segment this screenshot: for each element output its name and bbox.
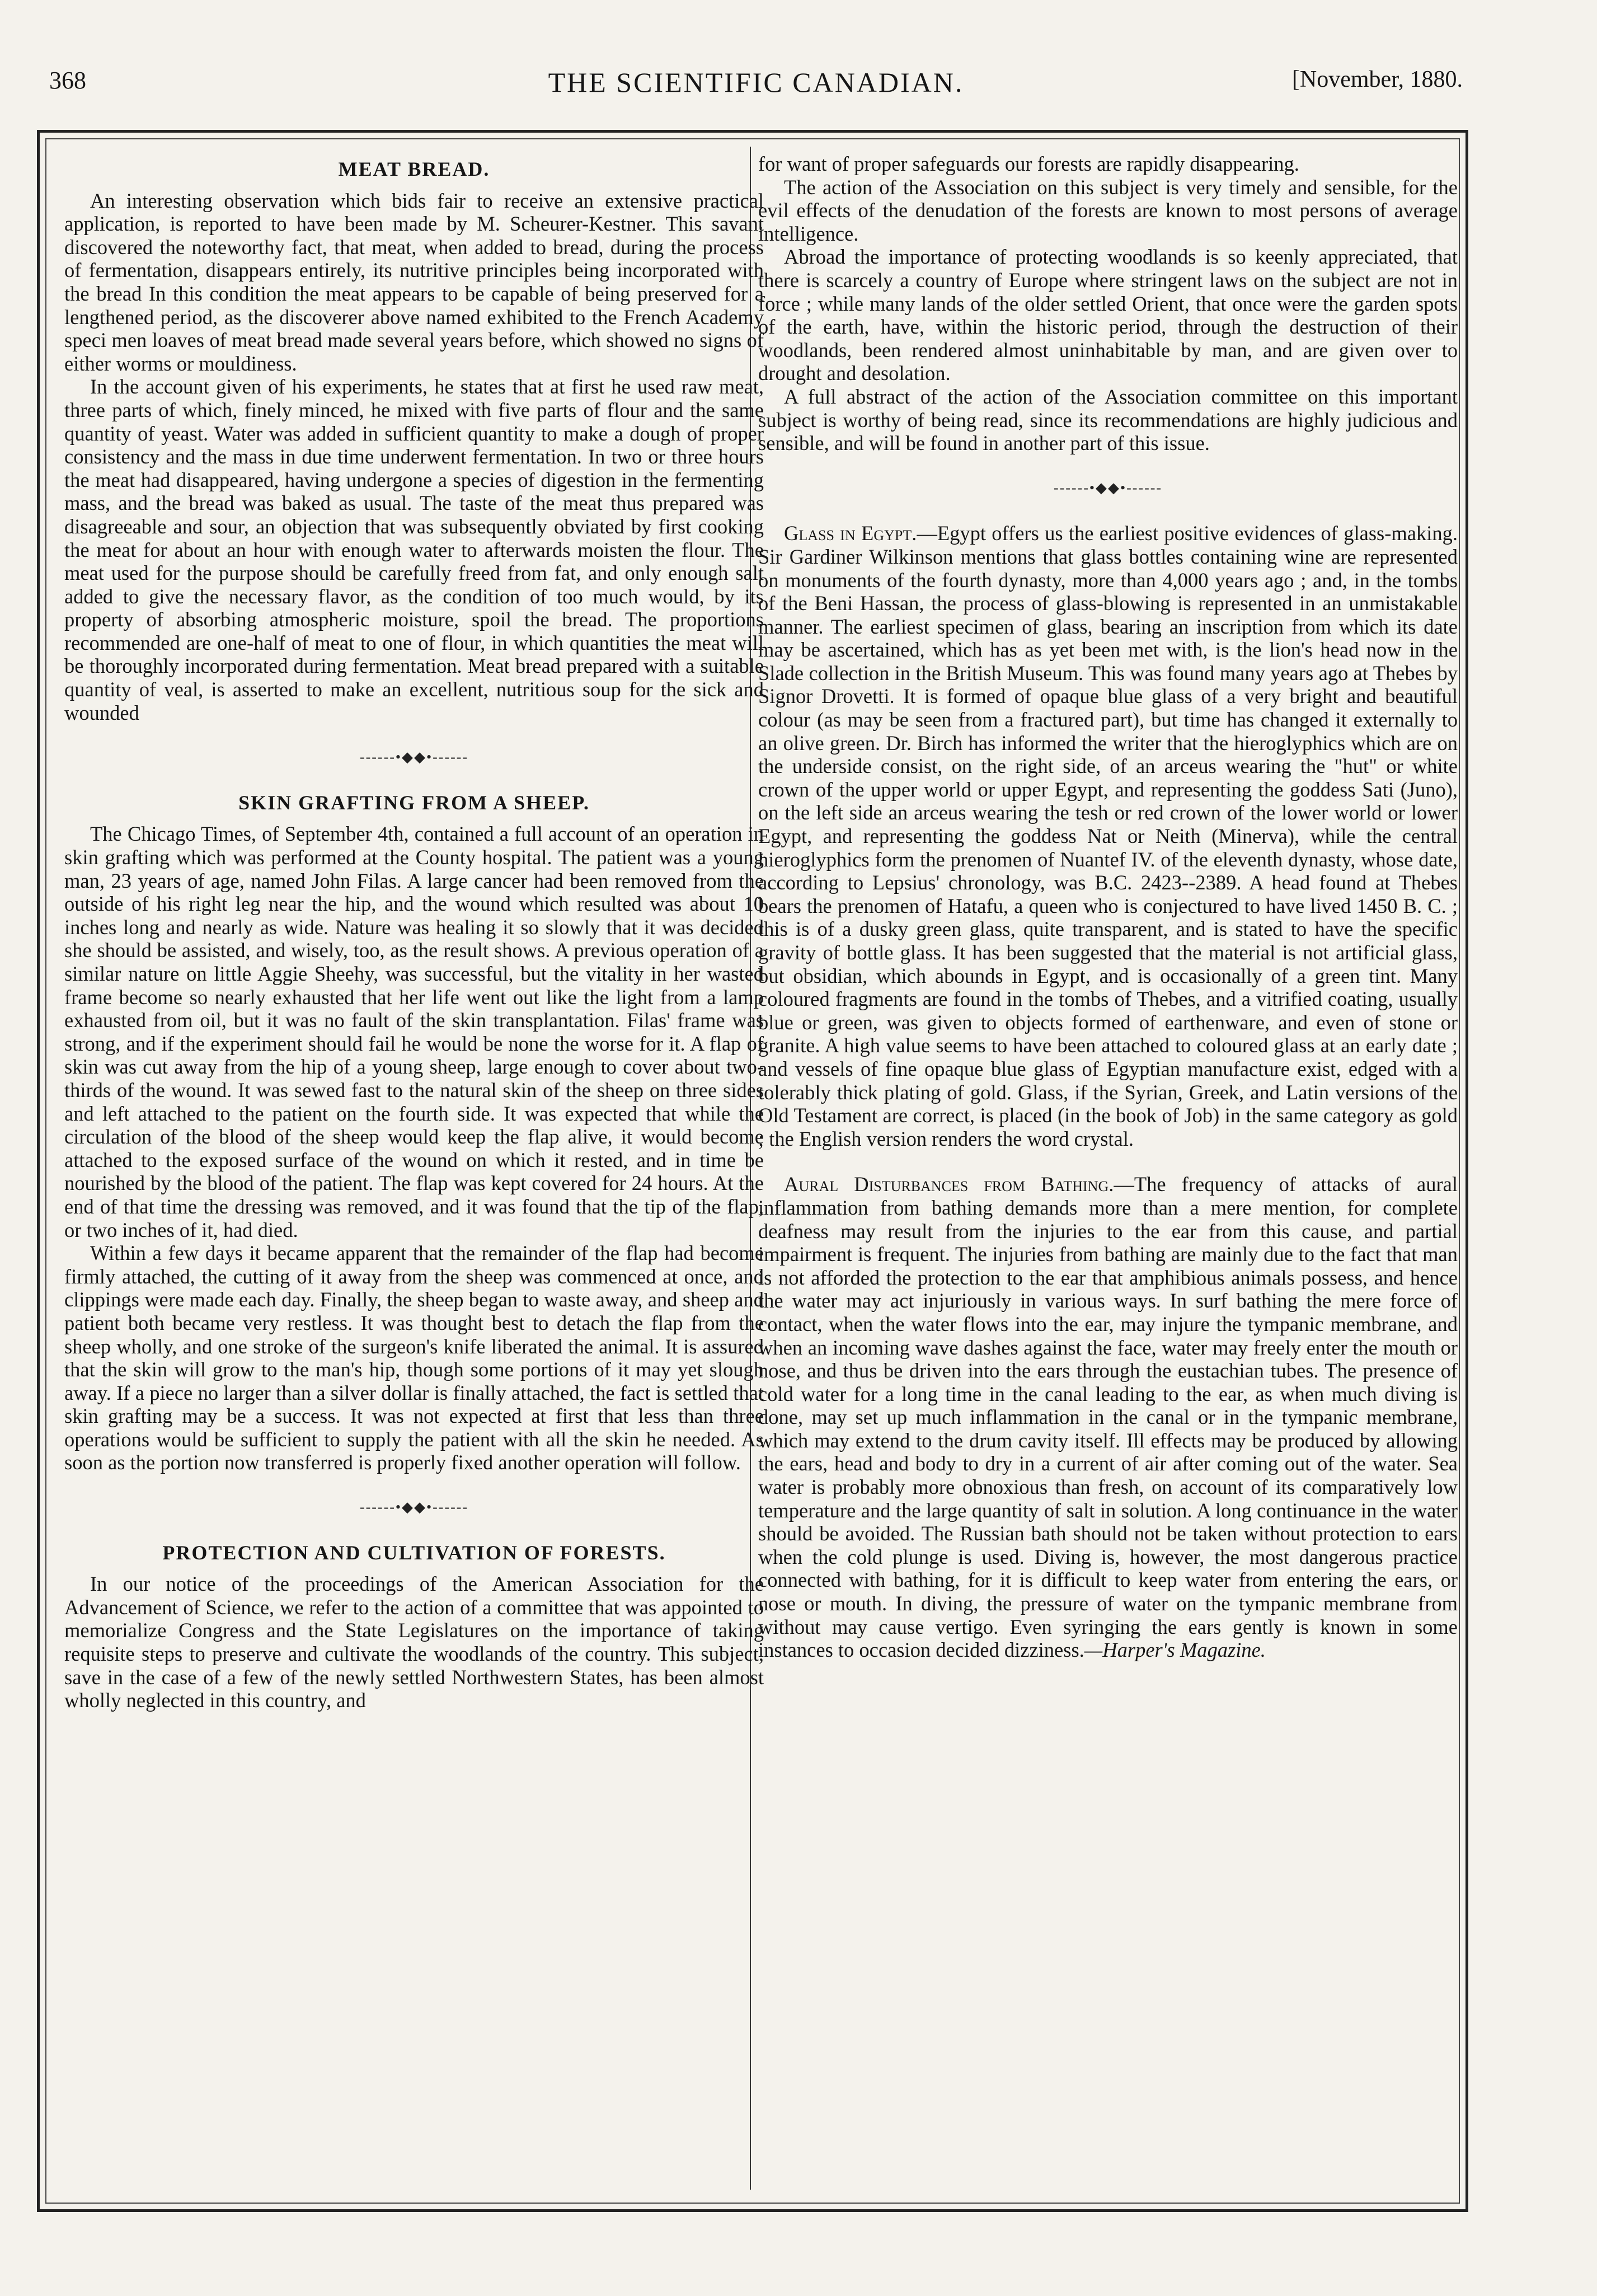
paragraph-body: —Egypt offers us the earliest positive evidences of glass-making. Sir Gardiner Wilkinson mentions that glass bottles containing wine are represented on monuments of the fourth dynasty, more than 4,000 years ago ; and, in the tombs of the Beni Hassan, the process of glass-blowing is represented in an unmistakable manner. The earliest specimen of glass, bearing an inscription from which its date may be ascertained, which has as yet been met with, is the lion's head now in the Slade collection in the British Museum. This was found many years ago at Thebes by Signor Drovetti. It is formed of opaque blue glass of a very bright and beautiful colour (as may be seen from a fractured part), but time has changed it externally to an olive green. Dr. Birch has informed the writer that the hieroglyphics which are on the underside consist, on the right side, of an arceus wearing the "hut" or white crown of the upper world or upper Egypt, and representing the goddess Sati (Juno), on the left side an arceus wearing the tesh or red crown of the lower world or lower Egypt, and representing the goddess Nat or Neith (Minerva), while the central hieroglyphics form the prenomen of Nuantef IV. of the eleventh dynasty, whose date, according to Lepsius' chronology, was B.C. 2423--2389. A head found at Thebes bears the prenomen of Hatafu, a queen who is conjectured to have lived 1450 B. C. ; this is of a dusky green glass, quite transparent, and is stated to have the specific gravity of bottle glass. It has been suggested that the material is not artificial glass, but obsidian, which abounds in Egypt, and is occasionally of a green tint. Many coloured fragments are found in the tombs of Thebes, and a vitrified coating, usually blue or green, was given to objects formed of earthenware, and even of stone or granite. A high value seems to have been attached to coloured glass at an early date ; and vessels of fine opaque blue glass of Egyptian manufacture exist, edged with a tolerably thick plating of gold. Glass, if the Syrian, Greek, and Latin versions of the Old Testament are correct, is placed (in the book of Job) in the same category as gold ; the English version renders the word crystal. [758, 522, 1458, 1150]
aural-disturbances-paragraph [758, 1173, 1458, 1661]
ornament-divider: ------•◆◆•------ [359, 749, 469, 766]
article-paragraph: The action of the Association on this subject is very timely and sensible, for the evil effects of the denudation of the forests are known to most persons of average intelligence. [758, 175, 1458, 245]
paragraph-body: —The frequency of attacks of aural inflammation from bathing demands more than a mere mention, for complete deafness may result from the injuries to the ear from this cause, and partial impairment is frequent. The injuries from bathing are mainly due to the fact that man is not afforded the protection to the ear that amphibious animals possess, and hence the water may act injuriously in various ways. In surf bathing the mere force of contact, when the water flows into the ear, may injure the tympanic membrane, and when an incoming wave dashes against the face, water may freely enter the mouth or nose, and thus be driven into the ears through the eustachian tubes. The presence of cold water for a long time in the canal leading to the ear, as when much diving is done, may set up much inflammation in the canal or in the tympanic membrane, which may extend to the drum cavity itself. Ill effects may be produced by allowing the ears, head and body to dry in a current of air after coming out of the water. Sea water is probably more obnoxious than fresh, on account of its comparatively low temperature and the large quantity of salt in solution. A long continuance in the water should be avoided. The Russian bath should not be taken without protection to ears when the cold plunge is used. Diving is, however, the most dangerous practice connected with bathing, for it is difficult to keep water from entering the ears, or nose or mouth. In diving, the pressure of water on the tympanic membrane from without may cause vertigo. Even syringing the ears gently is known in some instances to occasion decided dizziness. [758, 1173, 1458, 1662]
right-column [758, 152, 1458, 2190]
publication-title: THE SCIENTIFIC CANADIAN. [548, 67, 964, 98]
left-column [64, 152, 764, 2190]
issue-date: [November, 1880. [1291, 67, 1463, 92]
article-title-meat-bread: MEAT BREAD. [338, 158, 490, 180]
article-paragraph: A full abstract of the action of the Association committee on this important subject is worthy of being read, since its recommendations are highly judicious and sensible, and will be found in another part of this issue. [758, 385, 1458, 455]
article-paragraph: In the account given of his experiments, he states that at first he used raw meat, three parts of which, finely minced, he mixed with five parts of flour and the same quantity of yeast. Water was added in sufficient quantity to make a dough of proper consistency and the mass in due time underwent fermentation. In two or three hours the meat had disappeared, having undergone a species of digestion in the fermenting mass, and the bread was baked as usual. The taste of the meat thus prepared was disagreeable and sour, an objection that was subsequently obviated by first cooking the meat for about an hour with enough water to afterwards moisten the flour. The meat used for the purpose should be carefully freed from fat, and only enough salt added to give the necessary flavor, as the condition of too much would, by its property of absorbing atmospheric moisture, spoil the bread. The proportions recommended are one-half of meat to one of flour, in which quantities the meat will be thoroughly incorporated during fermentation. Meat bread prepared with a suitable quantity of veal, is asserted to make an excellent, nutritious soup for the sick and wounded [64, 375, 764, 724]
page-number: 368 [49, 67, 86, 94]
source-citation: —Harper's Magazine. [1084, 1638, 1266, 1662]
article-paragraph: Within a few days it became apparent that the remainder of the flap had become firmly attached, the cutting of it away from the sheep was commenced at once, and clippings were made each day. Finally, the sheep began to waste away, and sheep and patient both became very restless. It was thought best to detach the flap from the sheep wholly, and one stroke of the surgeon's knife liberated the animal. It is assured that the skin will grow to the man's hip, though some portions of it may yet slough away. If a piece no larger than a silver dollar is finally attached, the fact is settled that skin grafting may be a success. It was not expected at first that less than three operations would be sufficient to supply the patient with all the skin he needed. As soon as the portion now transferred is properly fixed another operation will follow. [64, 1241, 764, 1474]
article-title-forests: PROTECTION AND CULTIVATION OF FORESTS. [162, 1541, 666, 1564]
glass-in-egypt-paragraph [758, 522, 1458, 1150]
article-paragraph: Abroad the importance of protecting woodlands is so keenly appreciated, that there is scarcely a country of Europe where stringent laws on the subject are not in force ; while many lands of the older settled Orient, that once were the garden spots of the earth, have, within the historic period, through the destruction of their woodlands, been rendered almost uninhabitable by man, and are given over to drought and desolation. [758, 245, 1458, 385]
run-in-heading: Glass in Egypt. [784, 522, 917, 545]
article-paragraph: An interesting observation which bids fair to receive an extensive practical application, is reported to have been made by M. Scheurer-Kestner. This savant discovered the noteworthy fact, that meat, when added to bread, during the process of fermentation, disappears entirely, its nutritive principles being incorporated with the bread In this condition the meat appears to be capable of being preserved for a lengthened period, as the discoverer above named exhibited to the French Academy speci men loaves of meat bread made several years before, which showed no signs of either worms or mouldiness. [64, 189, 764, 375]
run-in-heading: Aural Disturbances from Bathing. [784, 1173, 1114, 1196]
article-paragraph: In our notice of the proceedings of the American Association for the Advancement of Science, we refer to the action of a committee that was appointed to memorialize Congress and the State Legislatures on the importance of taking requisite steps to preserve and cultivate the woodlands of the country. This subject, save in the case of a few of the newly settled Northwestern States, has been almost wholly neglected in this country, and [64, 1572, 764, 1712]
ornament-divider: ------•◆◆•------ [359, 1499, 469, 1516]
article-title-skin-grafting: SKIN GRAFTING FROM A SHEEP. [238, 791, 590, 814]
ornament-divider: ------•◆◆•------ [1053, 479, 1163, 496]
article-paragraph: The Chicago Times, of September 4th, contained a full account of an operation in skin grafting which was performed at the County hospital. The patient was a young man, 23 years of age, named John Filas. A large cancer had been removed from the outside of his right leg near the hip, and the wound which resulted was about 10 inches long and nearly as wide. Nature was healing it so slowly that it was decided she should be assisted, and wisely, too, as the result shows. A previous operation of a similar nature on little Aggie Sheehy, was successful, but the vitality in her wasted frame become so nearly exhausted that her life went out like the light from a lamp exhausted from oil, but it was no fault of the skin transplantation. Filas' frame was strong, and if the experiment should fail he would be none the worse for it. A flap of skin was cut away from the hip of a young sheep, large enough to cover about two-thirds of the wound. It was sewed fast to the natural skin of the sheep on three sides and left attached to the patient on the fourth side. It was expected that while the circulation of the blood of the sheep would keep the flap alive, it would become attached to the exposed surface of the wound on which it rested, and in time be nourished by the blood of the patient. The flap was kept covered for 24 hours. At the end of that time the dressing was removed, and it was found that the tip of the flap, or two inches of it, had died. [64, 822, 764, 1241]
page-header [49, 66, 1463, 105]
article-paragraph: for want of proper safeguards our forests are rapidly disappearing. [758, 152, 1299, 175]
